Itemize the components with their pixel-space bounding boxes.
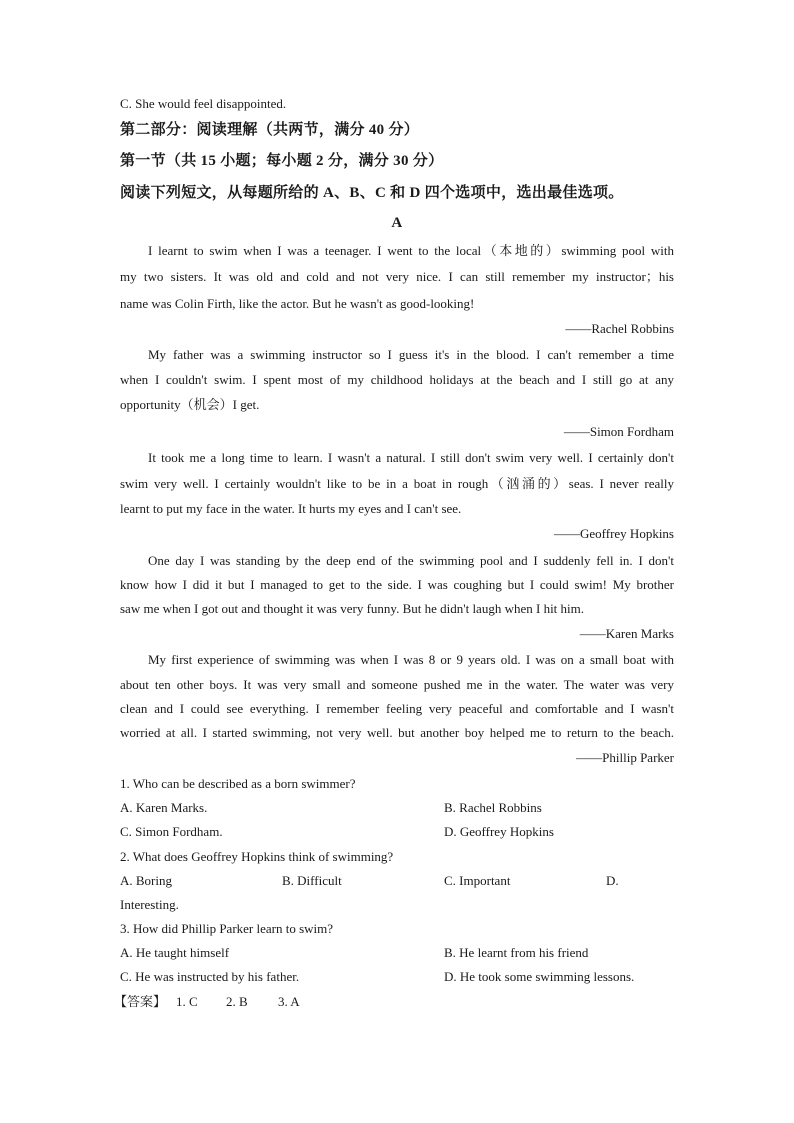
paragraph-line: know how I did it but I managed to get to the side. I was coughing but I could swim! My brother — [120, 577, 674, 592]
paragraph-line: It took me a long time to learn. I wasn't a natural. I still don't swim very well. I certainly don't — [148, 450, 674, 465]
section-heading: 第二部分：阅读理解（共两节，满分 40 分） — [120, 122, 420, 138]
paragraph-line: name was Colin Firth, like the actor. But he wasn't as good-looking! — [120, 296, 475, 311]
question-option: Interesting. — [120, 897, 179, 912]
question-option: A. Karen Marks. — [120, 800, 208, 815]
passage-letter: A — [391, 215, 403, 231]
question-option: D. — [606, 873, 619, 888]
paragraph-line: learnt to put my face in the water. It hurts my eyes and I can't see. — [120, 501, 462, 516]
question-stem: 2. What does Geoffrey Hopkins think of swimming? — [120, 849, 394, 864]
question-stem: 3. How did Phillip Parker learn to swim? — [120, 921, 334, 936]
paragraph-line: One day I was standing by the deep end of the swimming pool and I suddenly fell in. I don't — [148, 553, 674, 568]
question-option: C. Simon Fordham. — [120, 824, 223, 839]
instruction-text: 阅读下列短文，从每题所给的 A、B、C 和 D 四个选项中，选出最佳选项。 — [120, 185, 624, 201]
paragraph-author: ——Karen Marks — [579, 626, 674, 641]
previous-option-text: C. She would feel disappointed. — [120, 96, 287, 111]
question-option: B. Difficult — [282, 873, 342, 888]
question-option: B. Rachel Robbins — [444, 800, 542, 815]
answer-label: 【答案】 — [114, 994, 167, 1009]
paragraph-author: ——Phillip Parker — [576, 750, 674, 765]
paragraph-line: opportunity（机会）I get. — [120, 397, 260, 412]
question-option: A. He taught himself — [120, 945, 230, 960]
question-option: C. Important — [444, 873, 511, 888]
subsection-heading: 第一节（共 15 小题；每小题 2 分，满分 30 分） — [120, 153, 444, 169]
paragraph-line: about ten other boys. It was very small and someone pushed me in the water. The water was very — [120, 677, 674, 692]
paragraph-line: I learnt to swim when I was a teenager. I went to the local（本地的）swimming pool with — [148, 243, 674, 258]
question-option: D. Geoffrey Hopkins — [444, 824, 554, 839]
question-option: D. He took some swimming lessons. — [444, 969, 635, 984]
paragraph-line: swim very well. I certainly wouldn't like to be in a boat in rough（汹涌的）seas. I never really — [120, 476, 674, 491]
paragraph-line: my two sisters. It was old and cold and not very nice. I can still remember my instructor；his — [120, 269, 674, 284]
answer-item: 1. C — [176, 994, 198, 1009]
question-option: C. He was instructed by his father. — [120, 969, 300, 984]
paragraph-author: ——Simon Fordham — [563, 424, 674, 439]
answer-item: 2. B — [226, 994, 248, 1009]
paragraph-author: ——Geoffrey Hopkins — [554, 526, 674, 541]
paragraph-line: worried at all. I started swimming, not very well. but another boy helped me to return to the beach. — [120, 725, 674, 740]
paragraph-author: ——Rachel Robbins — [565, 321, 674, 336]
paragraph-line: My father was a swimming instructor so I guess it's in the blood. I can't remember a time — [148, 347, 674, 362]
paragraph-line: saw me when I got out and thought it was very funny. But he didn't laugh when I hit him. — [120, 601, 585, 616]
question-option: B. He learnt from his friend — [444, 945, 589, 960]
paragraph-line: when I couldn't swim. I spent most of my childhood holidays at the beach and I still go at any — [120, 372, 674, 387]
paragraph-line: My first experience of swimming was when I was 8 or 9 years old. I was on a small boat with — [148, 652, 674, 667]
question-option: A. Boring — [120, 873, 172, 888]
answer-item: 3. A — [278, 994, 300, 1009]
paragraph-line: clean and I could see everything. I remember feeling very peaceful and comfortable and I wasn't — [120, 701, 674, 716]
question-stem: 1. Who can be described as a born swimmer? — [120, 776, 356, 791]
